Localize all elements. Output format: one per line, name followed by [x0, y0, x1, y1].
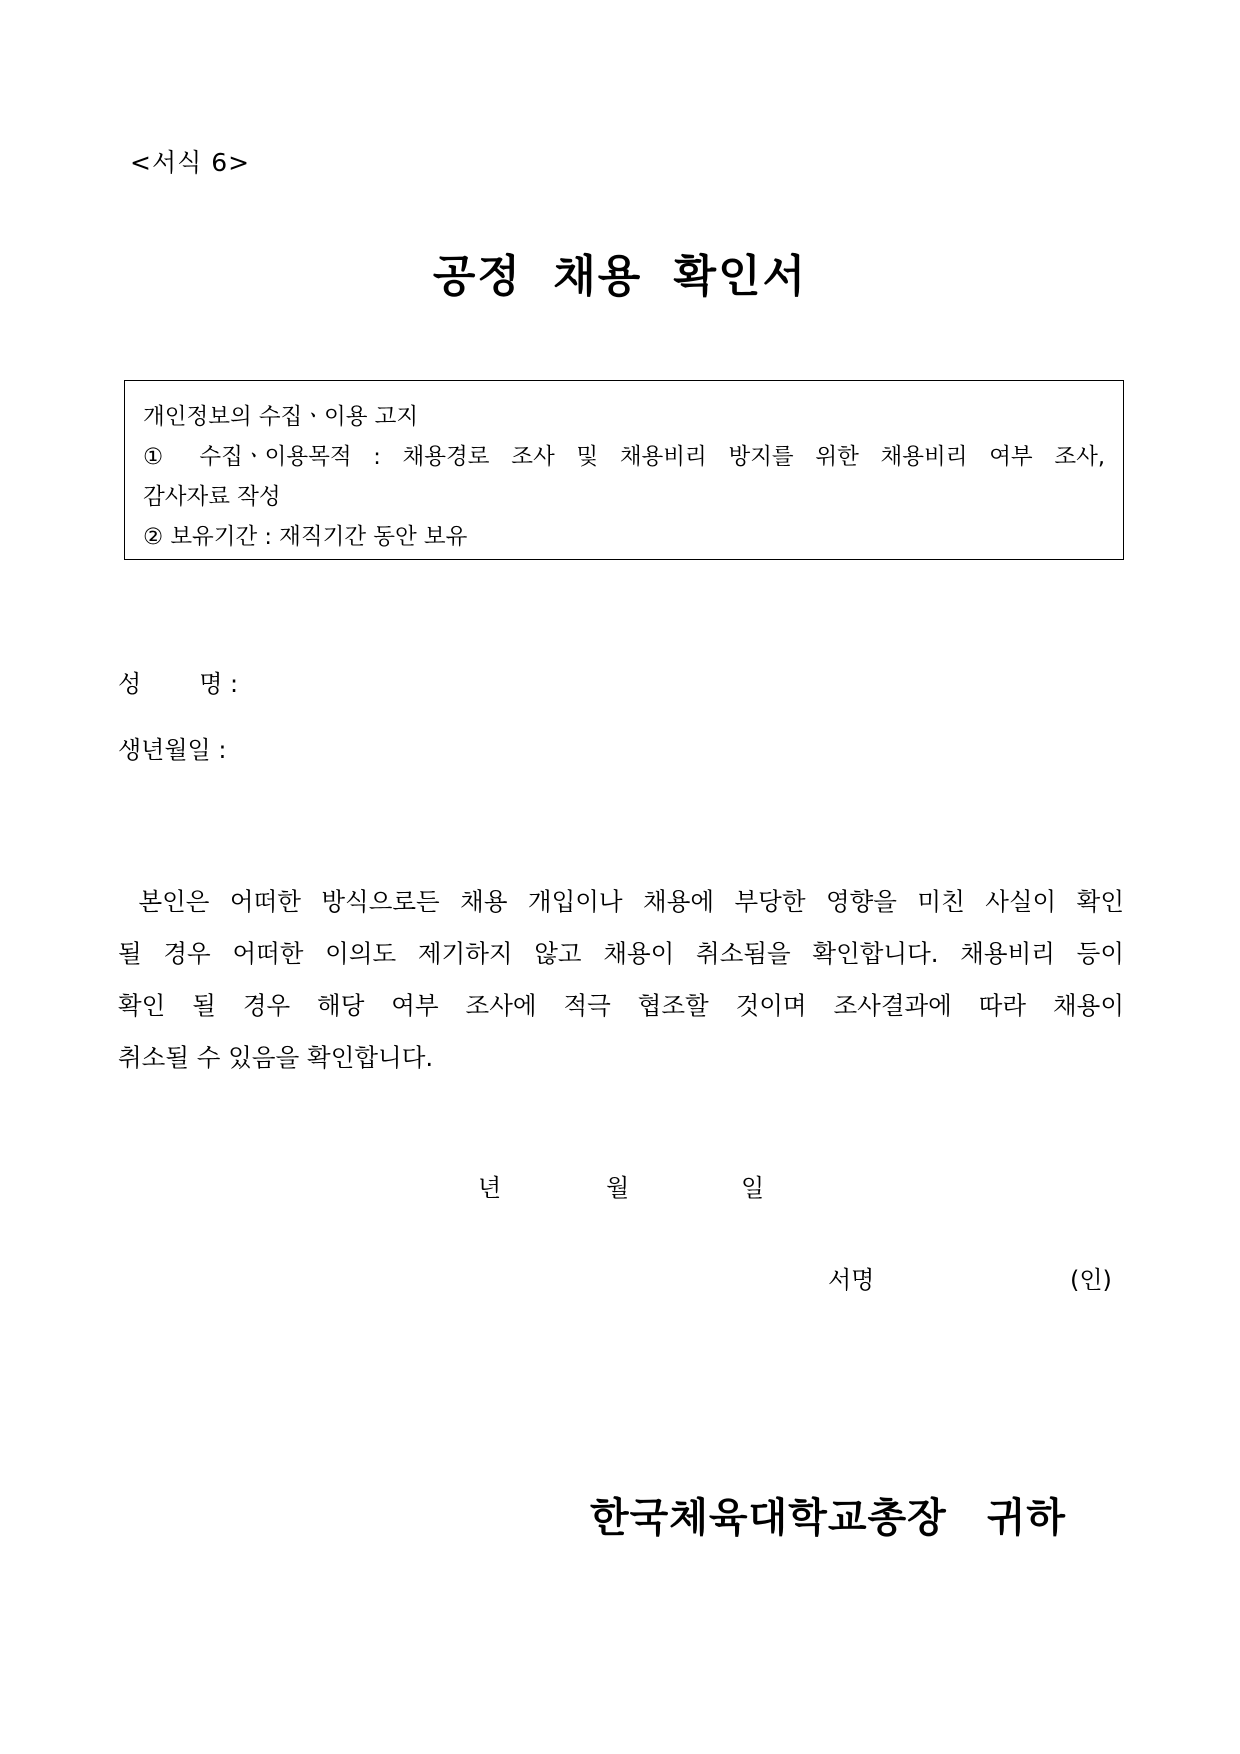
form-number: <서식 6> — [130, 148, 251, 177]
name-field-label — [118, 664, 238, 699]
notice-heading: 개인정보의 수집ㆍ이용 고지 — [143, 404, 419, 430]
seal-label: (인) — [1070, 1266, 1112, 1294]
name-label-char2: 명 : — [199, 670, 239, 698]
privacy-notice-box — [124, 380, 1124, 560]
addressee-suffix: 귀하 — [986, 1494, 1067, 1541]
date-month-label: 월 — [606, 1174, 630, 1202]
date-year-label: 년 — [478, 1174, 502, 1202]
notice-purpose-line2: 감사자료 작성 — [143, 484, 281, 510]
statement-line-1: 본인은 어떠한 방식으로든 채용 개입이나 채용에 부당한 영향을 미친 사실이 확인 — [138, 887, 1124, 916]
statement-line-2: 될 경우 어떠한 이의도 제기하지 않고 채용이 취소됨을 확인합니다. 채용비리 등이 — [118, 939, 1124, 968]
signature-label: 서명 — [828, 1266, 875, 1294]
statement-line-3: 확인 될 경우 해당 여부 조사에 적극 협조할 것이며 조사결과에 따라 채용이 — [118, 991, 1124, 1020]
statement-line-4: 취소될 수 있음을 확인합니다. — [118, 1043, 434, 1072]
name-label-char1: 성 — [118, 670, 142, 698]
confirmation-statement — [118, 876, 1124, 1084]
date-day-label: 일 — [741, 1174, 765, 1202]
birthdate-field-label: 생년월일 : — [118, 736, 227, 764]
addressee — [590, 1486, 1066, 1543]
notice-purpose-line1: ① 수집ㆍ이용목적 : 채용경로 조사 및 채용비리 방지를 위한 채용비리 여부 조사, — [143, 444, 1105, 470]
document-title: 공정 채용 확인서 — [432, 251, 808, 302]
notice-retention: ② 보유기간 : 재직기간 동안 보유 — [143, 524, 468, 550]
addressee-name: 한국체육대학교총장 — [590, 1494, 947, 1541]
